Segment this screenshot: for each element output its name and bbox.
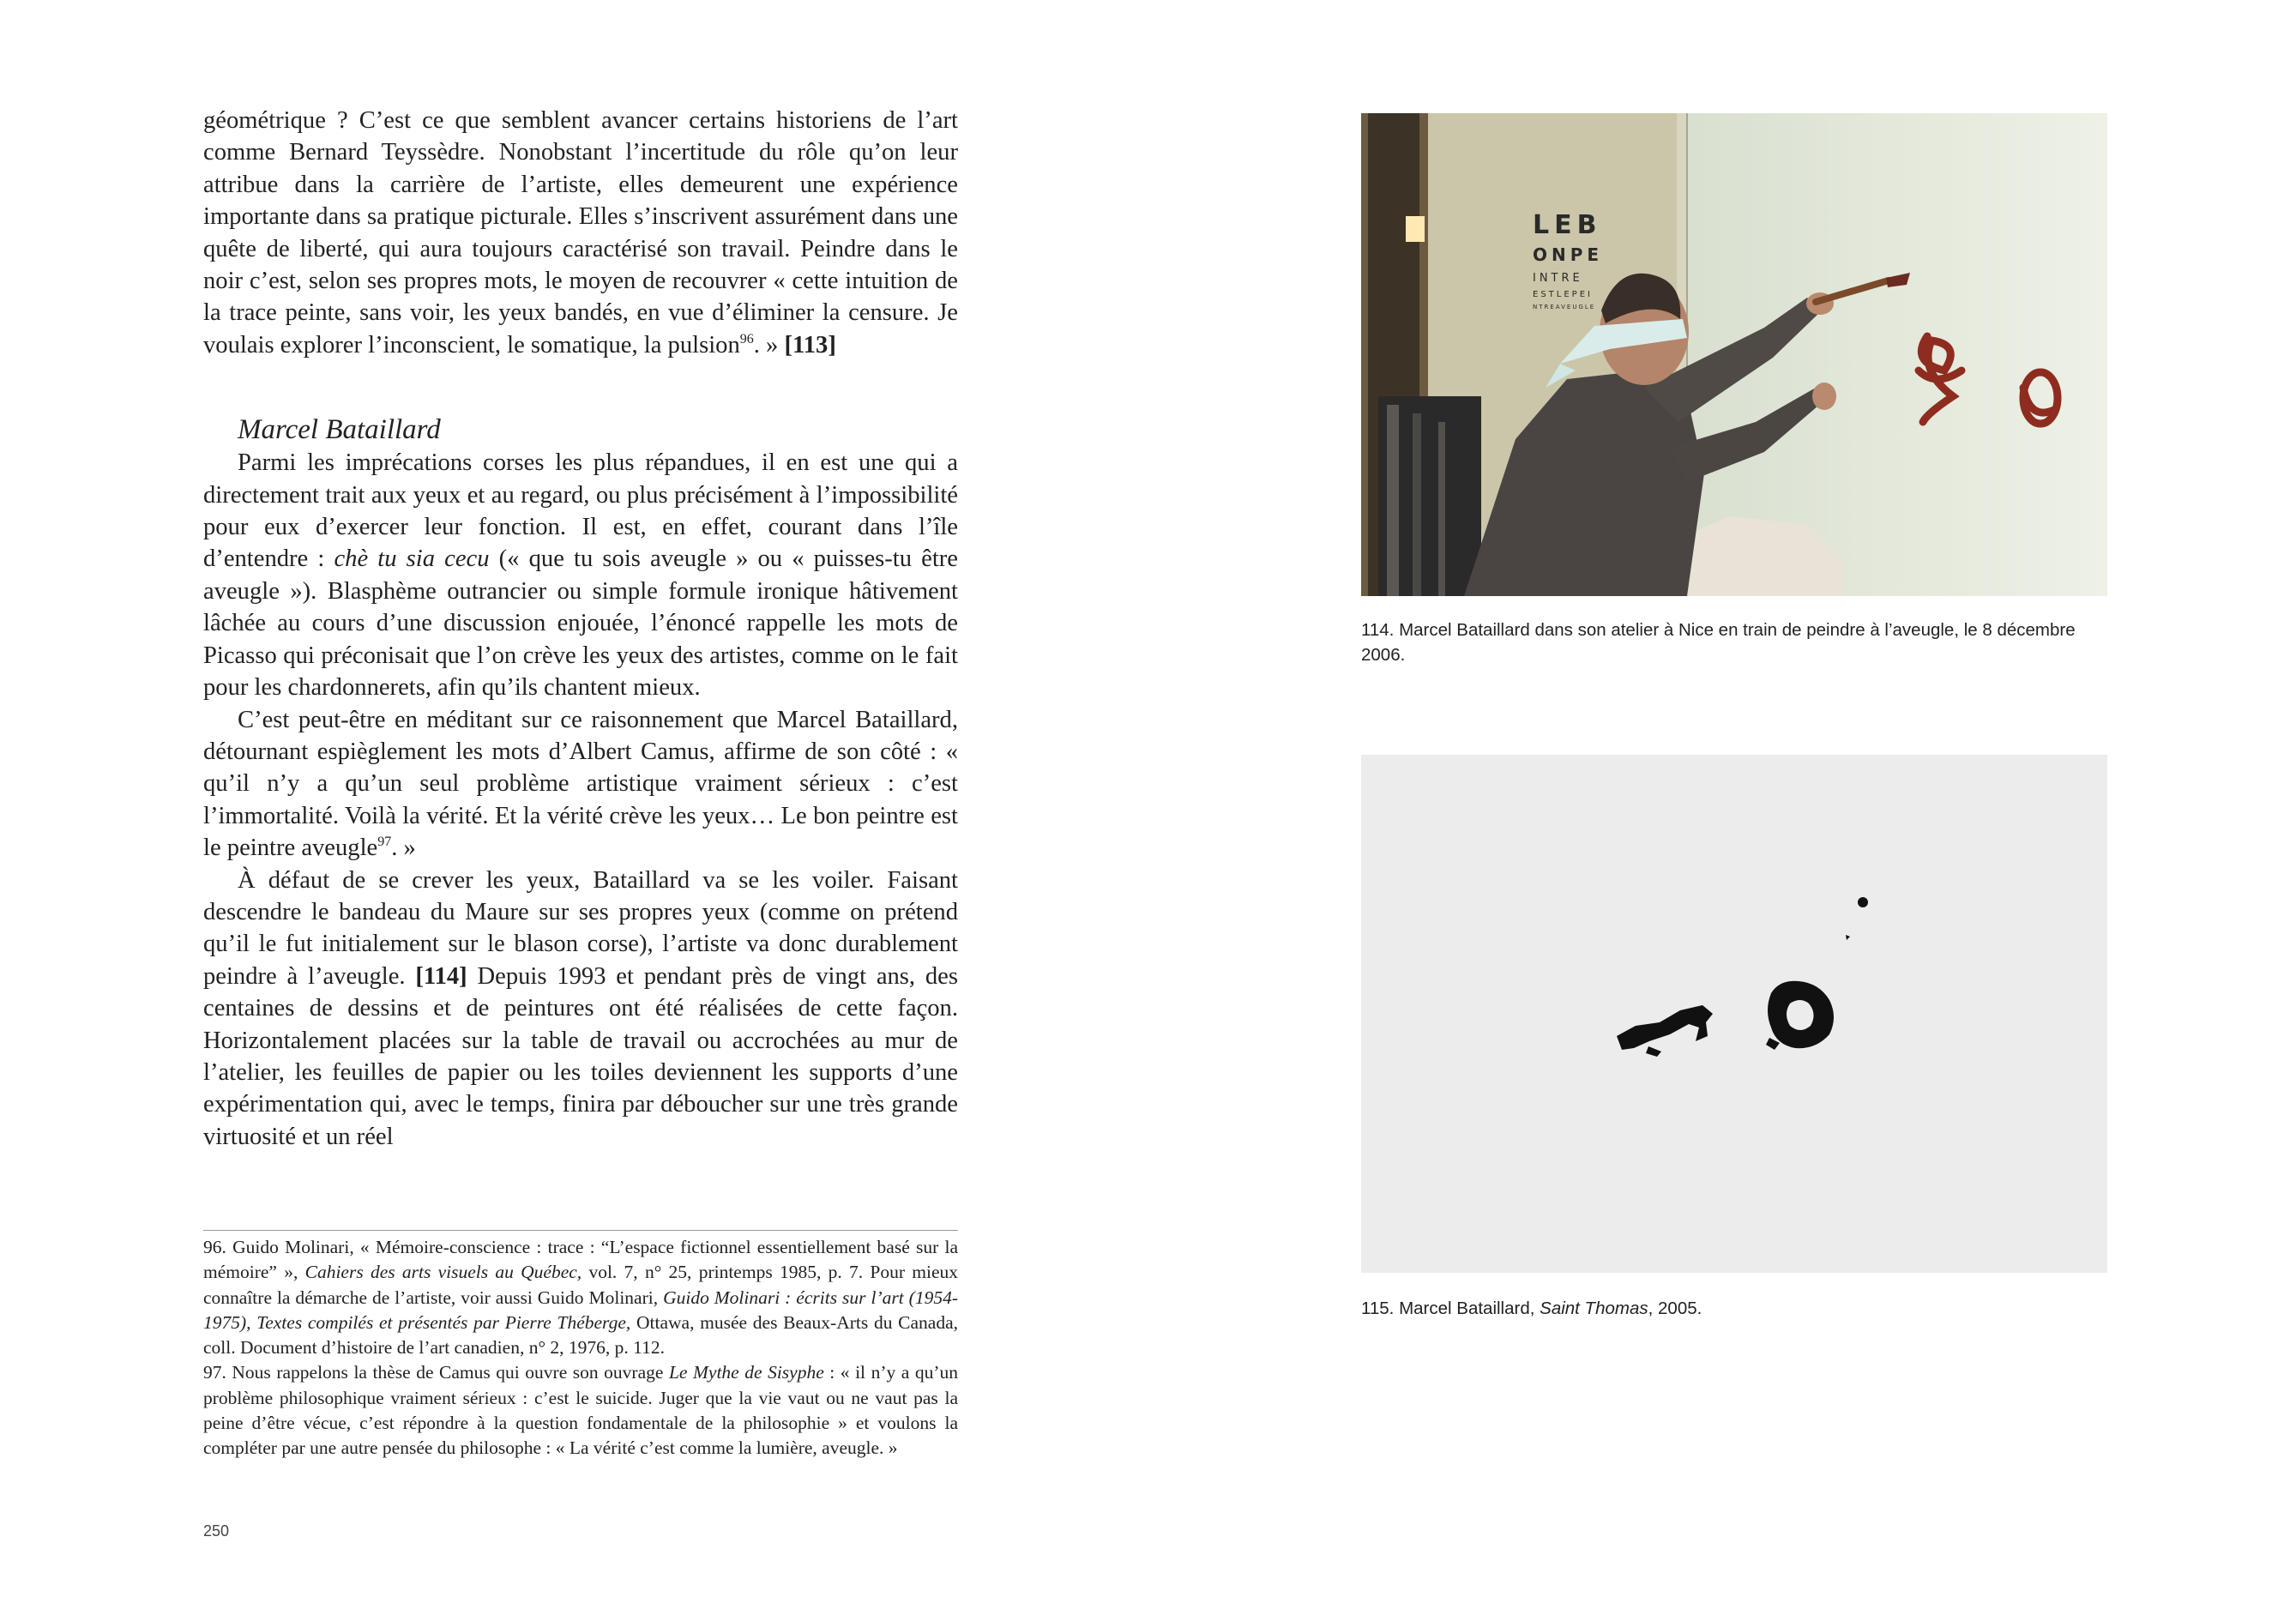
photo-artist-painting-blindfolded	[1361, 113, 2107, 596]
svg-text:ESTLEPEI: ESTLEPEI	[1533, 290, 1593, 299]
paragraph-intro: géométrique ? C’est ce que semblent avancer certains historiens de l’art comme Bernard Teyssèdre. Nonobstant l’incertitude du rôle qu’on leur attribue dans la carrière de l’artiste, elles demeurent une expérience importante dans sa pratique picturale. Elles s’inscrivent assurément dans une quête de liberté, qui aura toujours caractérisé son travail. Peindre dans le noir c’est, selon ses propres mots, le moyen de recouvrer « cette intuition de la trace peinte, sans voir, les yeux bandés, en vue d’éliminer la censure. Je voulais explorer l’inconscient, le somatique, la pulsion$^{96}$. » [113]	[203, 107, 958, 359]
figure-ref-114[interactable]: [114]	[415, 962, 467, 990]
figure-ref-113[interactable]: [113]	[784, 331, 836, 359]
paragraph-blindfold: À défaut de se crever les yeux, Bataillard va se les voiler. Faisant descendre le bandeau du Maure sur ses propres yeux (comme on prétend qu’il le fut initialement sur le blason corse), l’artiste va donc durablement peindre à l’aveugle. [114] Depuis 1993 et pendant près de vingt ans, des centaines de dessins et de peintures ont été réalisées de cette façon. Horizontalement placées sur la table de travail ou accrochées au mur de l’atelier, les feuilles de papier ou les toiles deviennent les supports d’une expérimentation qui, avec le temps, finira par déboucher sur une très grande virtuosité et un réel	[203, 866, 958, 1150]
left-page-body	[203, 105, 958, 1153]
artwork-saint-thomas	[1361, 755, 2107, 1273]
page-number: 250	[203, 1522, 230, 1540]
paragraph-camus: C’est peut-être en méditant sur ce raisonnement que Marcel Bataillard, détournant espièglement les mots d’Albert Camus, affirme de son côté : « qu’il n’y a qu’un seul problème artistique vraiment sérieux : c’est l’immortalité. Voilà la vérité. Et la vérité crève les yeux… Le bon peintre est le peintre aveugle$^{97}$. »	[203, 706, 958, 862]
footnote-divider	[203, 1230, 958, 1231]
svg-text:INTRE: INTRE	[1533, 272, 1583, 285]
paragraph-imprecations: Parmi les imprécations corses les plus répandues, il en est une qui a directement trait aux yeux et au regard, ou plus précisément à l’impossibilité pour eux d’exercer leur fonction. Il est, en effet, courant dans l’île d’entendre : chè tu sia cecu (« que tu sois aveugle » ou « puisses-tu être aveugle »). Blasphème outrancier ou simple formule ironique hâtivement lâchée au cours d’une discussion enjouée, l’énoncé rappelle les mots de Picasso qui préconisait que l’on crève les yeux des artistes, comme on le fait pour les chardonnerets, afin qu’ils chantent mieux.	[203, 449, 958, 702]
section-heading: Marcel Bataillard	[238, 414, 441, 446]
svg-text:NTREAVEUGLE: NTREAVEUGLE	[1533, 304, 1596, 310]
caption-115: 115. Marcel Bataillard, Saint Thomas, 2005.	[1361, 1299, 1702, 1318]
footnotes	[203, 1235, 958, 1461]
footnote-96: 96. Guido Molinari, « Mémoire-conscience : trace : “L’espace fictionnel essentiellement basé sur la mémoire” », Cahiers des arts visuels au Québec, vol. 7, n° 25, printemps 1985, p. 7. Pour mieux connaître la démarche de l’artiste, voir aussi Guido Molinari, Guido Molinari : écrits sur l’art (1954-1975), Textes compilés et présentés par Pierre Théberge, Ottawa, musée des Beaux-Arts du Canada, coll. Document d’histoire de l’art canadien, n° 2, 1976, p. 112.	[203, 1237, 958, 1359]
footnote-ref-97[interactable]: 97	[377, 835, 392, 850]
caption-114: 114. Marcel Bataillard dans son atelier à Nice en train de peindre à l’aveugle, le 8 décembre 2006.	[1361, 620, 2076, 665]
footnote-ref-96[interactable]: 96	[739, 331, 754, 346]
eye-chart	[1533, 210, 1603, 310]
svg-text:ONPE: ONPE	[1533, 244, 1604, 265]
svg-text:LEB: LEB	[1533, 210, 1602, 240]
footnote-97: 97. Nous rappelons la thèse de Camus qui ouvre son ouvrage Le Mythe de Sisyphe : « il n’y a qu’un problème philosophique vraiment sérieux : c’est le suicide. Juger que la vie vaut ou ne vaut pas la peine d’être vécue, c’est répondre à la question fondamentale de la philosophie » et voulons la compléter par une autre pensée du philosophe : « La vérité c’est comme la lumière, aveugle. »	[203, 1362, 958, 1459]
